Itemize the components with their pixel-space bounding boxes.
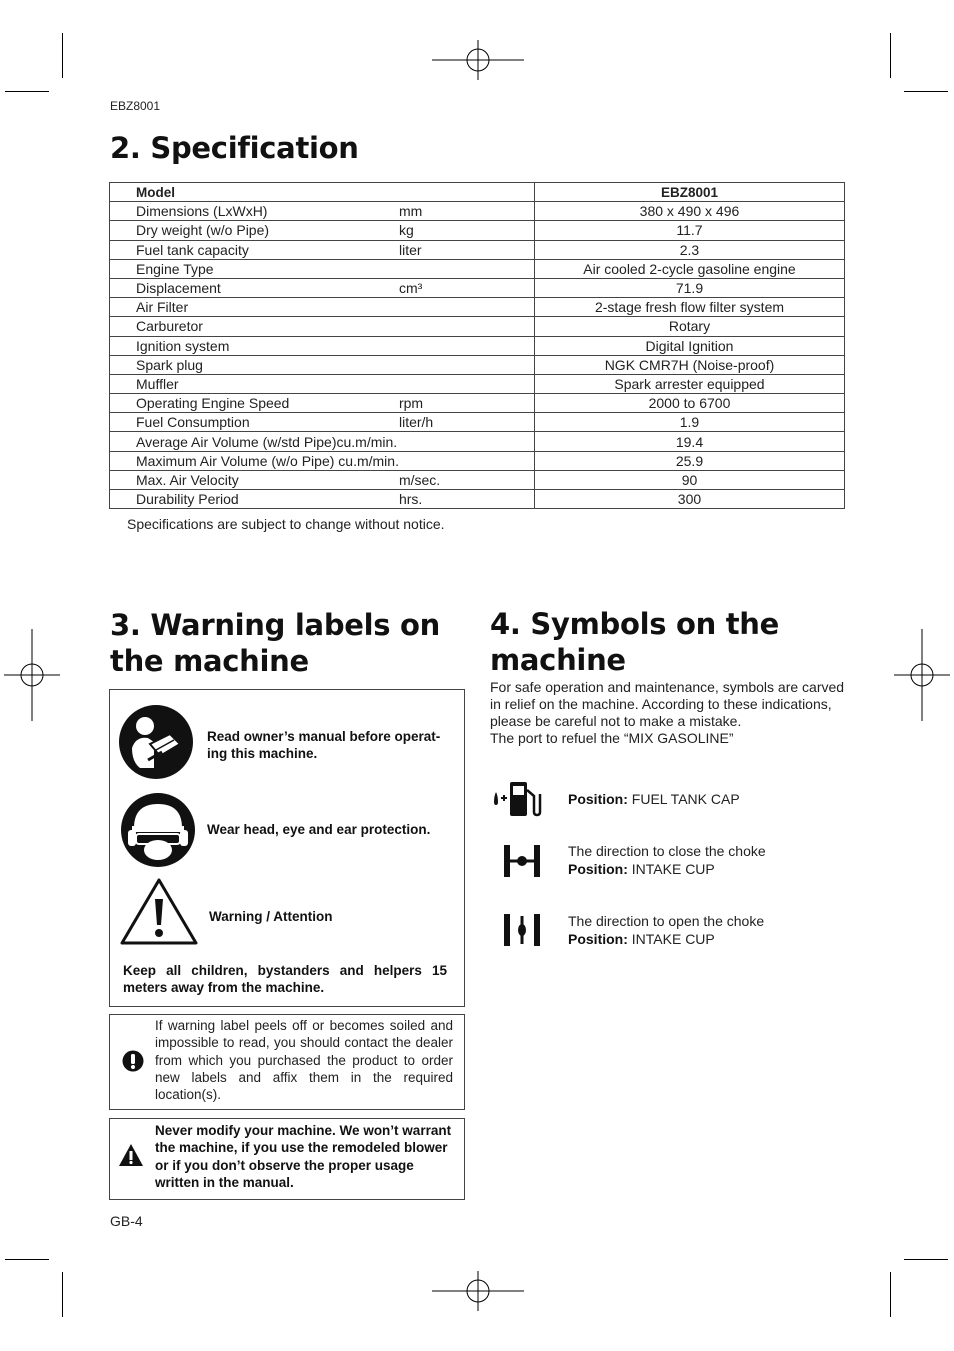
spec-unit bbox=[399, 451, 535, 470]
spec-header-row bbox=[110, 183, 845, 202]
spec-value: NGK CMR7H (Noise-proof) bbox=[534, 355, 844, 374]
spec-row bbox=[110, 470, 845, 489]
position-label: Position: bbox=[568, 791, 628, 807]
spec-label: Max. Air Velocity bbox=[110, 470, 399, 489]
spec-row bbox=[110, 278, 845, 297]
symbols-intro-refuel: The port to refuel the “MIX GASOLINE” bbox=[490, 730, 734, 746]
spec-label: Dimensions (LxWxH) bbox=[110, 202, 399, 221]
warning-heading: 3. Warning labels on the machine bbox=[110, 608, 441, 678]
warning-label-text: Read owner’s manual before operat-ing this machine. bbox=[207, 729, 441, 761]
position-label: Position: bbox=[568, 931, 628, 947]
caution-triangle-icon bbox=[118, 1143, 144, 1167]
spec-value: 90 bbox=[534, 470, 844, 489]
position-label: Position: bbox=[568, 861, 628, 877]
spec-row bbox=[110, 374, 845, 393]
spec-label: Displacement bbox=[110, 278, 399, 297]
spec-label: Fuel tank capacity bbox=[110, 240, 399, 259]
spec-value: 2000 to 6700 bbox=[534, 394, 844, 413]
protection-icon bbox=[120, 792, 196, 868]
never-modify-text: Never modify your machine. We won’t warrant the machine, if you use the remodeled blower or if you don’t observe the proper usage written in the manual. bbox=[155, 1123, 452, 1190]
spec-value: 380 x 490 x 496 bbox=[534, 202, 844, 221]
spec-unit: kg bbox=[399, 221, 535, 240]
spec-value: 2.3 bbox=[534, 240, 844, 259]
warning-label-text: Wear head, eye and ear protection. bbox=[207, 822, 431, 837]
spec-unit: mm bbox=[399, 202, 535, 221]
position-value: INTAKE CUP bbox=[631, 861, 715, 877]
spec-label: Engine Type bbox=[110, 259, 399, 278]
symbol-choke-close bbox=[568, 842, 766, 878]
position-value: INTAKE CUP bbox=[631, 931, 715, 947]
warning-label-text: Warning / Attention bbox=[209, 909, 333, 924]
spec-value: 25.9 bbox=[534, 451, 844, 470]
spec-row bbox=[110, 259, 845, 278]
notice-text: If warning label peels off or becomes soiled and impossible to read, you should contact the dealer from which you purchased the product to order new labels and affix them in the required location(s). bbox=[155, 1018, 453, 1103]
spec-header-unit bbox=[399, 183, 535, 202]
symbol-choke-open bbox=[568, 912, 764, 948]
page-number: GB-4 bbox=[110, 1213, 143, 1229]
spec-unit bbox=[399, 259, 535, 278]
spec-label: Fuel Consumption bbox=[110, 413, 399, 432]
symbols-intro bbox=[490, 679, 850, 747]
spec-value: 2-stage fresh flow filter system bbox=[534, 298, 844, 317]
spec-row bbox=[110, 394, 845, 413]
spec-unit: liter bbox=[399, 240, 535, 259]
spec-unit: rpm bbox=[399, 394, 535, 413]
spec-value: 11.7 bbox=[534, 221, 844, 240]
spec-unit bbox=[399, 298, 535, 317]
spec-unit bbox=[399, 355, 535, 374]
fuel-pump-icon bbox=[490, 780, 546, 818]
spec-row bbox=[110, 221, 845, 240]
spec-label: Carburetor bbox=[110, 317, 399, 336]
exclamation-icon bbox=[122, 1050, 144, 1072]
spec-unit: m/sec. bbox=[399, 470, 535, 489]
spec-heading: 2. Specification bbox=[110, 131, 359, 165]
spec-label: Dry weight (w/o Pipe) bbox=[110, 221, 399, 240]
spec-row bbox=[110, 298, 845, 317]
spec-row bbox=[110, 240, 845, 259]
spec-label: Spark plug bbox=[110, 355, 399, 374]
spec-label: Air Filter bbox=[110, 298, 399, 317]
spec-row bbox=[110, 336, 845, 355]
spec-row bbox=[110, 355, 845, 374]
spec-value: 19.4 bbox=[534, 432, 844, 451]
spec-value: Spark arrester equipped bbox=[534, 374, 844, 393]
spec-label: Maximum Air Volume (w/o Pipe) cu.m/min. bbox=[110, 451, 399, 470]
spec-row bbox=[110, 202, 845, 221]
spec-unit: hrs. bbox=[399, 490, 535, 509]
children-distance-text: Keep all children, bystanders and helpers 15 meters away from the machine. bbox=[123, 963, 447, 995]
symbol-fuel-position bbox=[568, 790, 740, 808]
spec-label: Ignition system bbox=[110, 336, 399, 355]
spec-value: Digital Ignition bbox=[534, 336, 844, 355]
spec-unit: liter/h bbox=[399, 413, 535, 432]
spec-note: Specifications are subject to change without notice. bbox=[127, 516, 445, 532]
spec-value: 300 bbox=[534, 490, 844, 509]
spec-row bbox=[110, 451, 845, 470]
spec-label: Operating Engine Speed bbox=[110, 394, 399, 413]
symbols-intro-paragraph: For safe operation and maintenance, symbols are carved in relief on the machine. According to these indications, please be careful not to make a mistake. bbox=[490, 679, 845, 729]
read-manual-icon bbox=[118, 704, 194, 780]
spec-value: Air cooled 2-cycle gasoline engine bbox=[534, 259, 844, 278]
spec-table bbox=[109, 182, 845, 509]
spec-header-value: EBZ8001 bbox=[534, 183, 844, 202]
spec-label: Average Air Volume (w/std Pipe)cu.m/min. bbox=[110, 432, 399, 451]
spec-header-label: Model bbox=[110, 183, 399, 202]
spec-value: Rotary bbox=[534, 317, 844, 336]
spec-label: Muffler bbox=[110, 374, 399, 393]
spec-label: Durability Period bbox=[110, 490, 399, 509]
spec-unit bbox=[399, 317, 535, 336]
spec-unit bbox=[399, 336, 535, 355]
spec-row bbox=[110, 413, 845, 432]
warning-triangle-icon bbox=[119, 877, 199, 947]
choke-close-icon bbox=[502, 843, 542, 879]
spec-unit: cm³ bbox=[399, 278, 535, 297]
choke-open-description: The direction to open the choke bbox=[568, 913, 765, 929]
spec-value: 1.9 bbox=[534, 413, 844, 432]
spec-value: 71.9 bbox=[534, 278, 844, 297]
choke-close-description: The direction to close the choke bbox=[568, 843, 766, 859]
spec-unit bbox=[399, 432, 535, 451]
spec-row bbox=[110, 317, 845, 336]
document-code: EBZ8001 bbox=[110, 99, 161, 113]
symbols-heading: 4. Symbols on the machine bbox=[490, 607, 780, 677]
spec-row bbox=[110, 432, 845, 451]
spec-unit bbox=[399, 374, 535, 393]
choke-open-icon bbox=[502, 912, 542, 948]
spec-row bbox=[110, 490, 845, 509]
position-value: FUEL TANK CAP bbox=[631, 791, 740, 807]
